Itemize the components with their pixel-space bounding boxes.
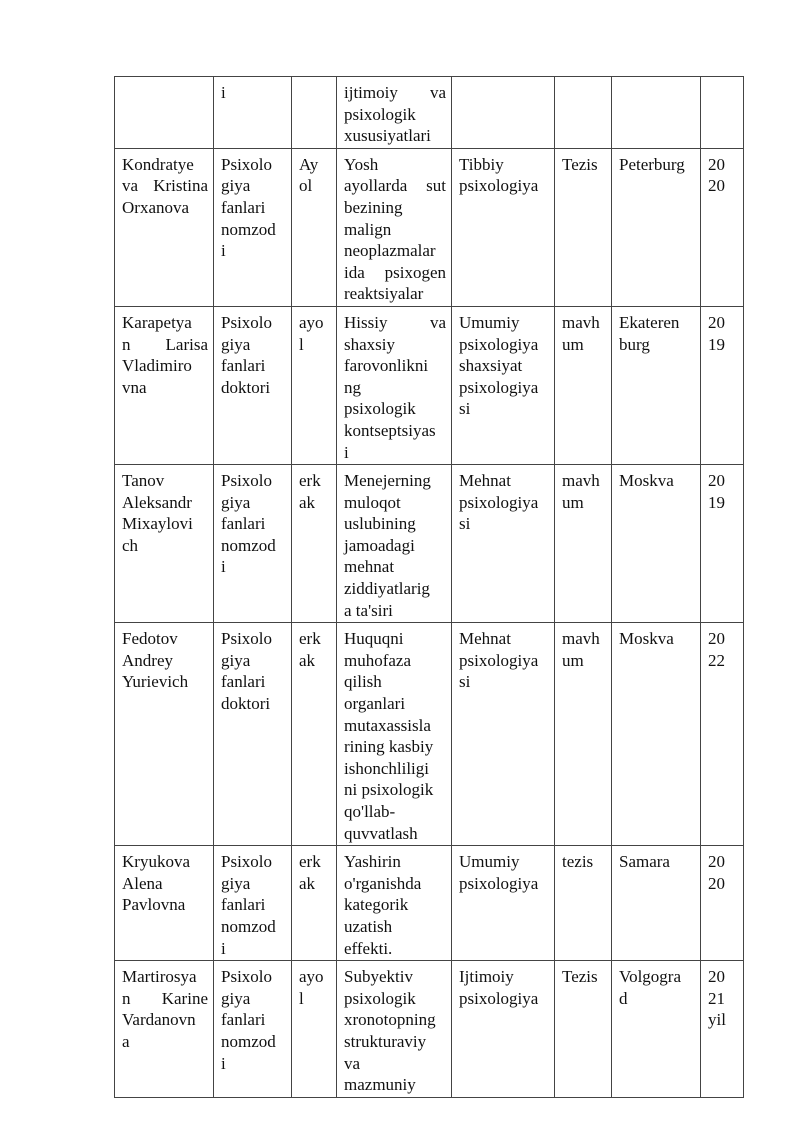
table-row xyxy=(115,306,744,464)
cell-gender xyxy=(292,77,337,149)
cell-degree: Psixolo giya fanlari nomzod i xyxy=(214,465,292,623)
cell-type: Tezis xyxy=(555,961,612,1098)
cell-topic: Yosh ayollarda sut bezining malign neoplazmalar ida psixogen reaktsiyalar xyxy=(337,148,452,306)
cell-city: Ekateren burg xyxy=(612,306,701,464)
cell-city: Moskva xyxy=(612,623,701,846)
cell-gender: erk ak xyxy=(292,465,337,623)
table-row xyxy=(115,77,744,149)
cell-field xyxy=(452,77,555,149)
cell-topic: Subyektiv psixologik xronotopning strukturaviy va mazmuniy xyxy=(337,961,452,1098)
table-row xyxy=(115,846,744,961)
cell-city: Peterburg xyxy=(612,148,701,306)
cell-topic: Yashirin o'rganishda kategorik uzatish effekti. xyxy=(337,846,452,961)
cell-year: 20 19 xyxy=(701,465,744,623)
cell-year: 20 21 yil xyxy=(701,961,744,1098)
cell-gender: erk ak xyxy=(292,623,337,846)
cell-field: Mehnat psixologiya si xyxy=(452,623,555,846)
cell-field: Tibbiy psixologiya xyxy=(452,148,555,306)
cell-name: Tanov Aleksandr Mixaylovi ch xyxy=(115,465,214,623)
cell-type: Tezis xyxy=(555,148,612,306)
cell-field: Ijtimoiy psixologiya xyxy=(452,961,555,1098)
cell-gender: erk ak xyxy=(292,846,337,961)
cell-city: Moskva xyxy=(612,465,701,623)
cell-name xyxy=(115,77,214,149)
cell-city: Samara xyxy=(612,846,701,961)
cell-degree: Psixolo giya fanlari nomzod i xyxy=(214,846,292,961)
cell-gender: ayo l xyxy=(292,306,337,464)
cell-type xyxy=(555,77,612,149)
cell-name: Martirosya n Karine Vardanovn a xyxy=(115,961,214,1098)
cell-year: 20 19 xyxy=(701,306,744,464)
cell-type: tezis xyxy=(555,846,612,961)
cell-name: Kryukova Alena Pavlovna xyxy=(115,846,214,961)
cell-gender: ayo l xyxy=(292,961,337,1098)
data-table xyxy=(114,76,744,1098)
cell-degree: Psixolo giya fanlari nomzod i xyxy=(214,148,292,306)
cell-degree: Psixolo giya fanlari doktori xyxy=(214,306,292,464)
cell-degree: Psixolo giya fanlari doktori xyxy=(214,623,292,846)
table-row xyxy=(115,961,744,1098)
cell-field: Mehnat psixologiya si xyxy=(452,465,555,623)
cell-topic: ijtimoiy va psixologik xususiyatlari xyxy=(337,77,452,149)
cell-year xyxy=(701,77,744,149)
cell-gender: Ay ol xyxy=(292,148,337,306)
cell-name: Kondratye va Kristina Orxanova xyxy=(115,148,214,306)
table-row xyxy=(115,623,744,846)
cell-field: Umumiy psixologiya shaxsiyat psixologiya si xyxy=(452,306,555,464)
cell-name: Karapetya n Larisa Vladimiro vna xyxy=(115,306,214,464)
cell-topic: Huquqni muhofaza qilish organlari mutaxassisla rining kasbiy ishonchliligi ni psixologik qo'llab- quvvatlash xyxy=(337,623,452,846)
cell-year: 20 22 xyxy=(701,623,744,846)
cell-year: 20 20 xyxy=(701,846,744,961)
cell-type: mavh um xyxy=(555,623,612,846)
cell-degree: i xyxy=(214,77,292,149)
cell-year: 20 20 xyxy=(701,148,744,306)
cell-type: mavh um xyxy=(555,306,612,464)
cell-city: Volgogra d xyxy=(612,961,701,1098)
table-body xyxy=(115,77,744,1098)
cell-field: Umumiy psixologiya xyxy=(452,846,555,961)
cell-city xyxy=(612,77,701,149)
table-row xyxy=(115,465,744,623)
cell-name: Fedotov Andrey Yurievich xyxy=(115,623,214,846)
cell-topic: Menejerning muloqot uslubining jamoadagi mehnat ziddiyatlarig a ta'siri xyxy=(337,465,452,623)
table-row xyxy=(115,148,744,306)
cell-type: mavh um xyxy=(555,465,612,623)
cell-topic: Hissiy va shaxsiy farovonlikni ng psixologik kontseptsiyas i xyxy=(337,306,452,464)
cell-degree: Psixolo giya fanlari nomzod i xyxy=(214,961,292,1098)
